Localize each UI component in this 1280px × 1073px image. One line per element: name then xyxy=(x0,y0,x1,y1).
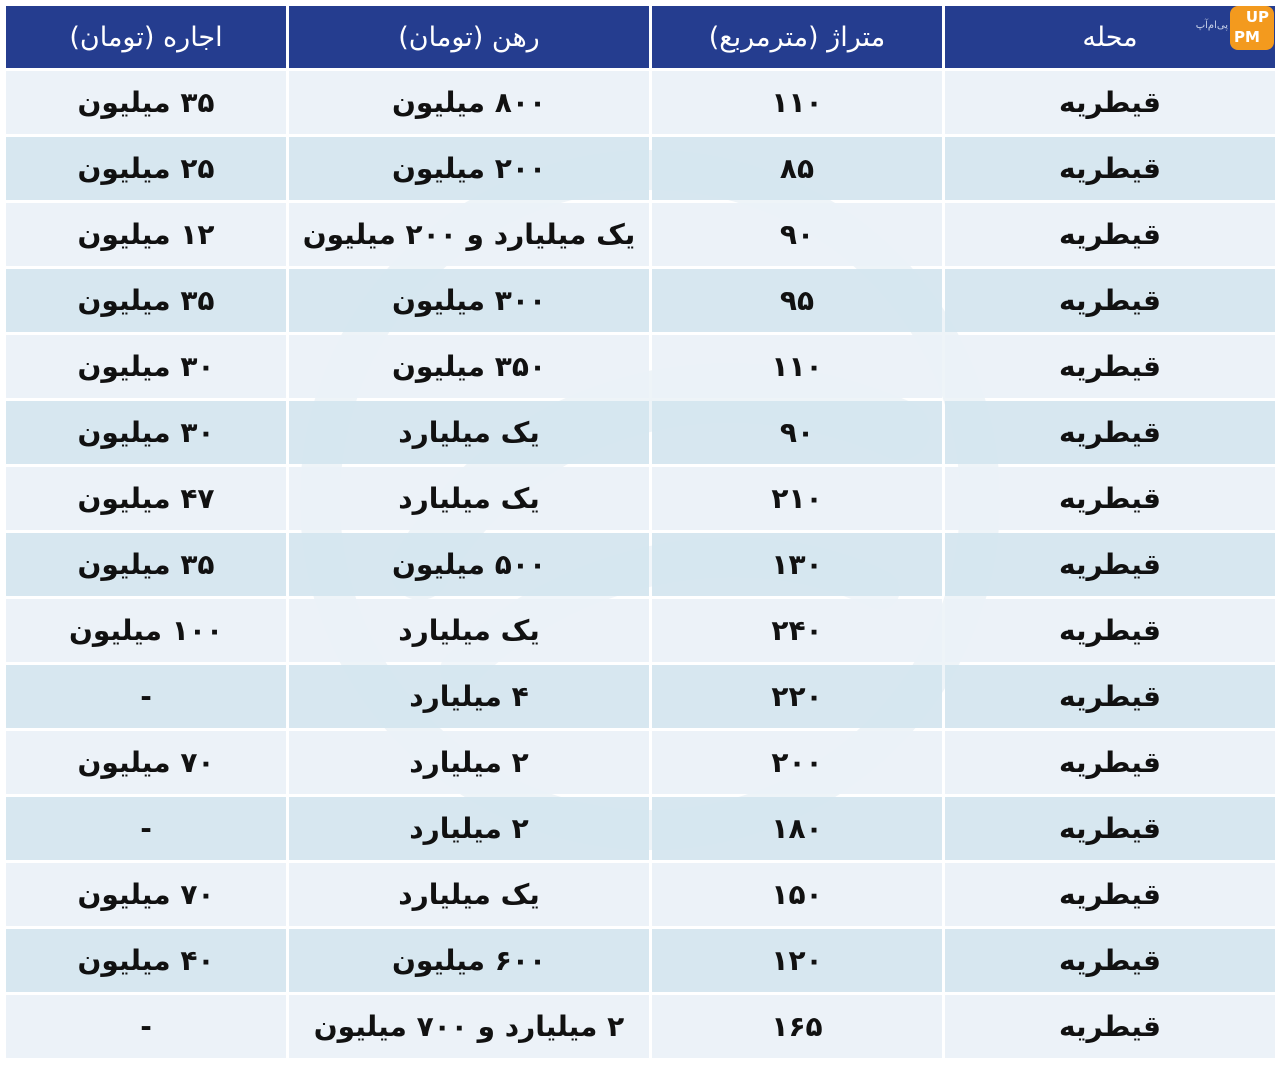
header-area: متراژ (مترمربع) xyxy=(652,6,942,68)
cell-rent: - xyxy=(6,797,286,860)
pmup-logo-icon xyxy=(1230,6,1274,50)
cell-deposit: ۲ میلیارد و ۷۰۰ میلیون xyxy=(289,995,649,1058)
logo-text-top: UP xyxy=(1245,8,1269,26)
cell-rent: - xyxy=(6,665,286,728)
cell-area: ۲۰۰ xyxy=(652,731,942,794)
logo-tagline: پی‌ام‌آپ xyxy=(1195,20,1228,31)
table-row xyxy=(6,995,1275,1058)
table-header-row xyxy=(6,6,1275,68)
cell-rent: ۳۵ میلیون xyxy=(6,269,286,332)
cell-neighborhood: قیطریه xyxy=(945,269,1275,332)
header-rent: اجاره (تومان) xyxy=(6,6,286,68)
cell-neighborhood: قیطریه xyxy=(945,533,1275,596)
cell-rent: ۳۵ میلیون xyxy=(6,533,286,596)
cell-area: ۱۲۰ xyxy=(652,929,942,992)
cell-neighborhood: قیطریه xyxy=(945,863,1275,926)
cell-area: ۱۸۰ xyxy=(652,797,942,860)
cell-neighborhood: قیطریه xyxy=(945,467,1275,530)
cell-rent: ۱۲ میلیون xyxy=(6,203,286,266)
cell-area: ۲۲۰ xyxy=(652,665,942,728)
cell-deposit: یک میلیارد و ۲۰۰ میلیون xyxy=(289,203,649,266)
cell-deposit: یک میلیارد xyxy=(289,599,649,662)
cell-deposit: ۵۰۰ میلیون xyxy=(289,533,649,596)
cell-deposit: ۴ میلیارد xyxy=(289,665,649,728)
table-row xyxy=(6,863,1275,926)
table-row xyxy=(6,71,1275,134)
logo-text-bottom: PM xyxy=(1234,28,1260,46)
cell-deposit: یک میلیارد xyxy=(289,863,649,926)
cell-neighborhood: قیطریه xyxy=(945,665,1275,728)
table-row xyxy=(6,599,1275,662)
cell-area: ۹۵ xyxy=(652,269,942,332)
cell-deposit: ۸۰۰ میلیون xyxy=(289,71,649,134)
table-row xyxy=(6,203,1275,266)
cell-area: ۸۵ xyxy=(652,137,942,200)
cell-deposit: ۳۰۰ میلیون xyxy=(289,269,649,332)
rent-listing-table xyxy=(3,3,1278,1061)
cell-deposit: ۲۰۰ میلیون xyxy=(289,137,649,200)
cell-rent: ۷۰ میلیون xyxy=(6,731,286,794)
cell-deposit: ۳۵۰ میلیون xyxy=(289,335,649,398)
cell-rent: ۷۰ میلیون xyxy=(6,863,286,926)
cell-area: ۲۴۰ xyxy=(652,599,942,662)
cell-area: ۹۰ xyxy=(652,401,942,464)
cell-rent: ۴۰ میلیون xyxy=(6,929,286,992)
cell-area: ۲۱۰ xyxy=(652,467,942,530)
cell-deposit: ۲ میلیارد xyxy=(289,797,649,860)
table-row xyxy=(6,137,1275,200)
table-row xyxy=(6,533,1275,596)
cell-area: ۱۵۰ xyxy=(652,863,942,926)
cell-deposit: ۲ میلیارد xyxy=(289,731,649,794)
cell-neighborhood: قیطریه xyxy=(945,797,1275,860)
cell-neighborhood: قیطریه xyxy=(945,401,1275,464)
table-row xyxy=(6,269,1275,332)
cell-rent: ۲۵ میلیون xyxy=(6,137,286,200)
table-body xyxy=(6,71,1275,1058)
cell-rent: ۴۷ میلیون xyxy=(6,467,286,530)
table-row xyxy=(6,467,1275,530)
cell-area: ۹۰ xyxy=(652,203,942,266)
cell-deposit: ۶۰۰ میلیون xyxy=(289,929,649,992)
table-row xyxy=(6,731,1275,794)
cell-neighborhood: قیطریه xyxy=(945,203,1275,266)
cell-area: ۱۱۰ xyxy=(652,71,942,134)
cell-rent: ۳۵ میلیون xyxy=(6,71,286,134)
cell-neighborhood: قیطریه xyxy=(945,599,1275,662)
cell-area: ۱۶۵ xyxy=(652,995,942,1058)
table-row xyxy=(6,335,1275,398)
table-row xyxy=(6,401,1275,464)
cell-rent: - xyxy=(6,995,286,1058)
cell-rent: ۱۰۰ میلیون xyxy=(6,599,286,662)
cell-area: ۱۱۰ xyxy=(652,335,942,398)
table-row xyxy=(6,665,1275,728)
header-neighborhood: محله xyxy=(945,6,1275,68)
cell-neighborhood: قیطریه xyxy=(945,335,1275,398)
cell-neighborhood: قیطریه xyxy=(945,137,1275,200)
table-row xyxy=(6,797,1275,860)
cell-rent: ۳۰ میلیون xyxy=(6,335,286,398)
cell-neighborhood: قیطریه xyxy=(945,71,1275,134)
table-row xyxy=(6,929,1275,992)
cell-neighborhood: قیطریه xyxy=(945,929,1275,992)
cell-neighborhood: قیطریه xyxy=(945,995,1275,1058)
cell-area: ۱۳۰ xyxy=(652,533,942,596)
cell-deposit: یک میلیارد xyxy=(289,467,649,530)
cell-neighborhood: قیطریه xyxy=(945,731,1275,794)
cell-deposit: یک میلیارد xyxy=(289,401,649,464)
cell-rent: ۳۰ میلیون xyxy=(6,401,286,464)
header-deposit: رهن (تومان) xyxy=(289,6,649,68)
